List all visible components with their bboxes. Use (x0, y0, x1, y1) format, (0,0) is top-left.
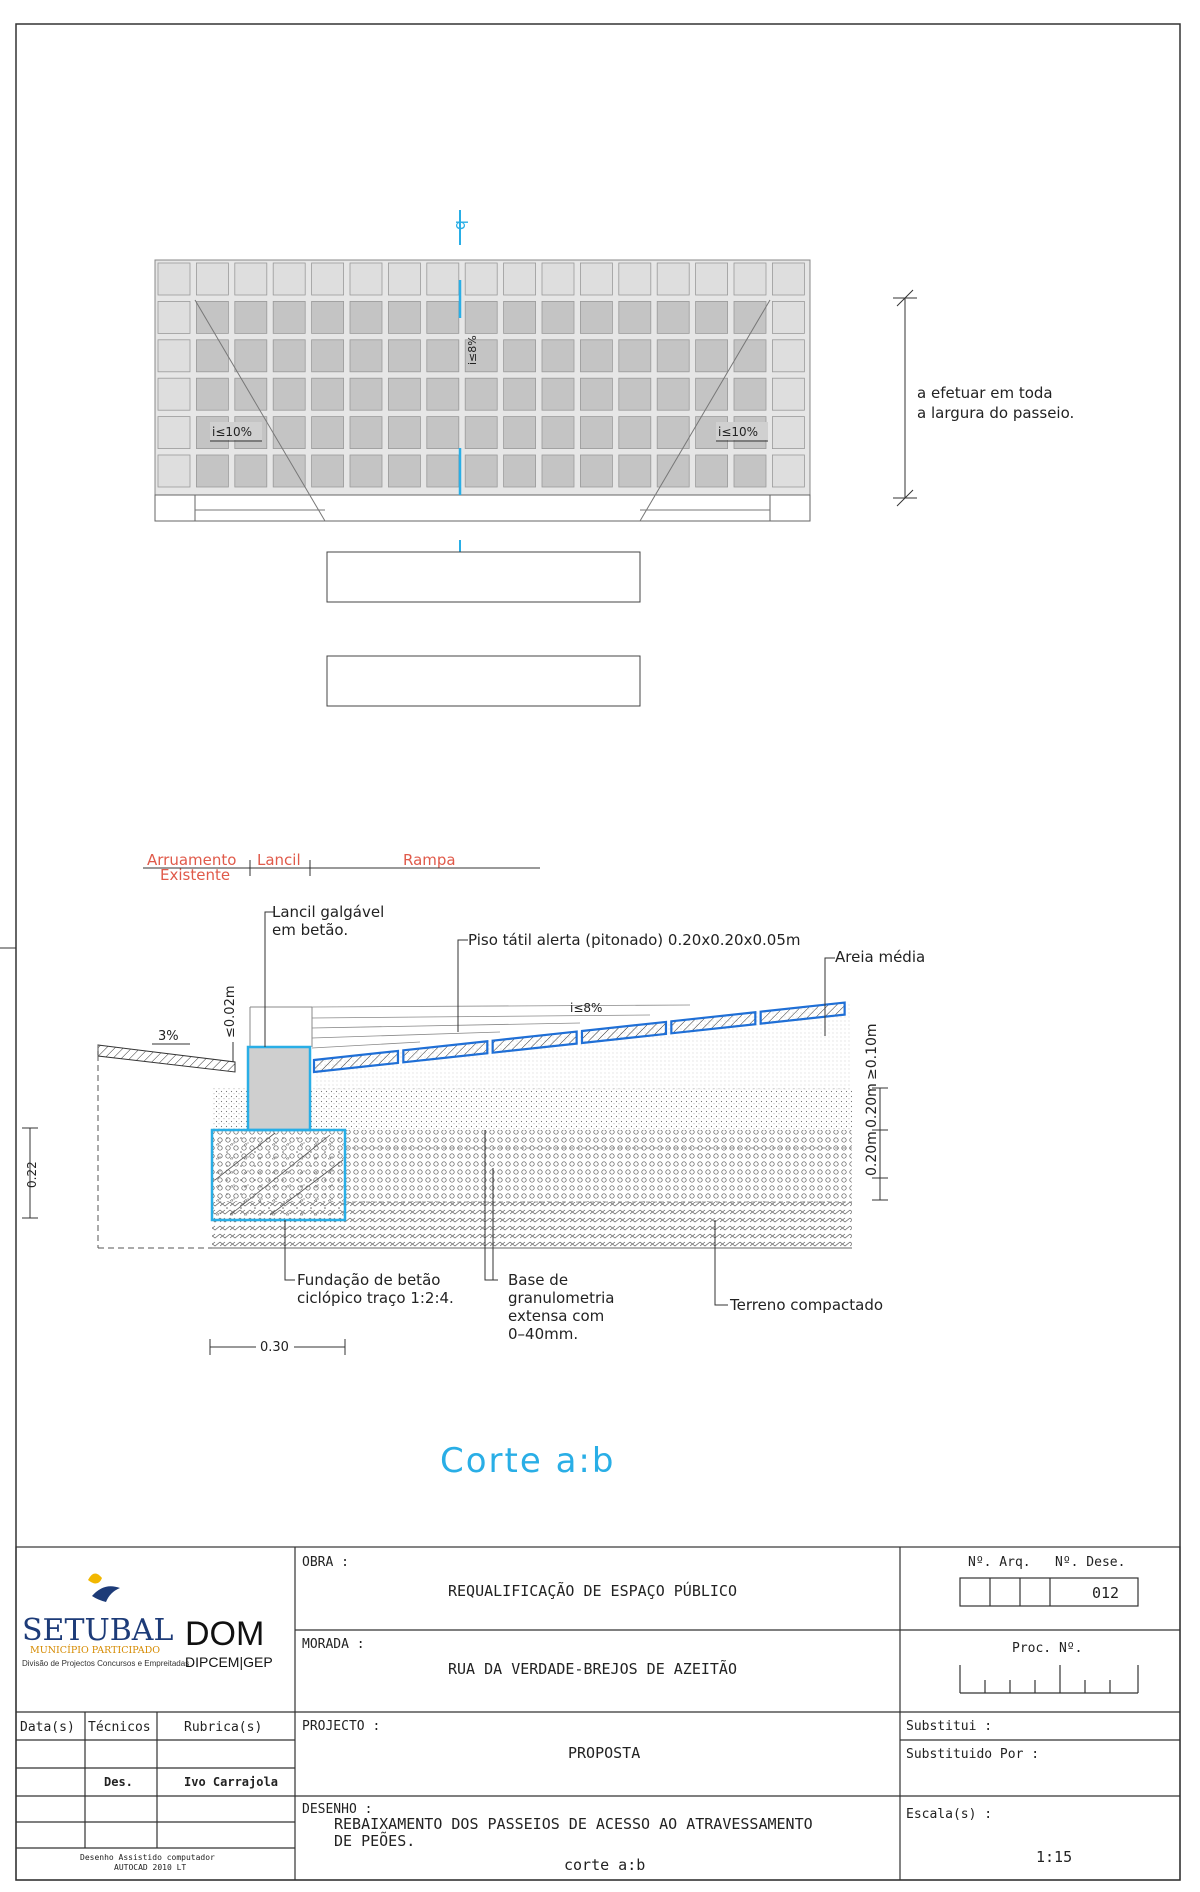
plan-tile (504, 455, 536, 487)
plan-tile (619, 378, 651, 410)
narq-label: Nº. Arq. (968, 1555, 1031, 1570)
road-surface (98, 1045, 235, 1072)
ndese-label: Nº. Dese. (1055, 1555, 1126, 1570)
plan-tile (312, 263, 344, 295)
plan-tile (696, 301, 728, 333)
plan-tile (542, 455, 574, 487)
plan-tile (427, 378, 459, 410)
plan-tile (465, 378, 497, 410)
plan-curb-strip (155, 495, 810, 521)
plan-tile (196, 455, 228, 487)
plan-tile (734, 263, 766, 295)
plan-tile (350, 417, 382, 449)
logo-name: SETUBAL (22, 1613, 174, 1648)
plan-tile (273, 340, 305, 372)
plan-tile (312, 340, 344, 372)
plan-tile (772, 417, 804, 449)
areia-label: Areia média (835, 948, 926, 966)
plan-tile (696, 263, 728, 295)
tecnicos-label: Técnicos (88, 1720, 151, 1735)
plan-tile (542, 340, 574, 372)
plan-slope-center: i≤8% (466, 335, 479, 365)
plan-tile (465, 455, 497, 487)
plan-tile (388, 340, 420, 372)
piso-label: Piso tátil alerta (pitonado) 0.20x0.20x0.05m (468, 931, 801, 949)
plan-tile (619, 263, 651, 295)
plan-tile (580, 301, 612, 333)
plan-tile (504, 340, 536, 372)
plan-tile (580, 417, 612, 449)
obra-value: REQUALIFICAÇÃO DE ESPAÇO PÚBLICO (448, 1582, 737, 1600)
plan-tile (619, 301, 651, 333)
plan-tile (504, 417, 536, 449)
plan-tile (273, 301, 305, 333)
terreno-label: Terreno compactado (730, 1296, 884, 1314)
base-label-1: Base de (508, 1271, 569, 1289)
plan-tile (427, 301, 459, 333)
plan-tile (158, 301, 190, 333)
plan-tile (542, 378, 574, 410)
plan-tile (657, 378, 689, 410)
plan-tile (158, 263, 190, 295)
plan-tile (542, 417, 574, 449)
morada-label: MORADA : (302, 1637, 365, 1652)
rubrica-label: Rubrica(s) (184, 1720, 263, 1735)
plan-tile (312, 301, 344, 333)
plan-tile (542, 263, 574, 295)
fundacao-label-2: ciclópico traço 1:2:4. (297, 1289, 454, 1307)
plan-tile (388, 301, 420, 333)
plan-tile (273, 263, 305, 295)
plan-slope-left: i≤10% (212, 425, 253, 439)
plan-tile (734, 378, 766, 410)
desenho-value-3: corte a:b (564, 1856, 646, 1874)
plan-view (155, 210, 1074, 706)
base-label-2: granulometria (508, 1289, 615, 1307)
plan-tile (312, 378, 344, 410)
dim-022: 0.22 (25, 1161, 39, 1188)
logo (22, 1573, 273, 1670)
plan-tile (235, 340, 267, 372)
substituido-label: Substituido Por : (906, 1747, 1040, 1762)
logo-sub: MUNICÍPIO PARTICIPADO (30, 1645, 161, 1656)
plan-tile (388, 417, 420, 449)
plan-tile (734, 301, 766, 333)
projecto-label: PROJECTO : (302, 1719, 381, 1734)
plan-tile (772, 301, 804, 333)
header-arruamento-2: Existente (160, 866, 231, 884)
plan-tile (619, 417, 651, 449)
plan-block-1 (327, 552, 640, 602)
plan-tile (580, 340, 612, 372)
gap-label: ≤0.02m (223, 985, 238, 1038)
desenho-value-1: REBAIXAMENTO DOS PASSEIOS DE ACESSO AO ATRAVESSAMENTO (334, 1815, 813, 1833)
plan-tile (657, 340, 689, 372)
desenho-value-2: DE PEÕES. (334, 1832, 416, 1850)
road-slope-label: 3% (158, 1029, 179, 1044)
plan-tile (657, 263, 689, 295)
escala-value: 1:15 (1036, 1848, 1073, 1866)
dim-010: ≥0.10m (864, 1023, 880, 1080)
des-label: Des. (104, 1775, 133, 1789)
plan-tile (350, 378, 382, 410)
plan-tile (235, 263, 267, 295)
plan-tile (465, 417, 497, 449)
cad-line2: AUTOCAD 2010 LT (114, 1863, 187, 1872)
plan-tile (696, 455, 728, 487)
plan-tile (734, 455, 766, 487)
plan-tile (158, 340, 190, 372)
plan-tile (427, 340, 459, 372)
plan-tile (427, 455, 459, 487)
section-title: Corte a:b (440, 1441, 616, 1481)
plan-tile (427, 417, 459, 449)
dim-030: 0.30 (260, 1340, 289, 1355)
logo-bird-icon (92, 1586, 120, 1602)
dom-label: DOM (185, 1615, 265, 1653)
plan-slope-right: i≤10% (718, 425, 759, 439)
plan-tile (273, 378, 305, 410)
desenho-label: DESENHO : (302, 1802, 373, 1817)
plan-tile (696, 378, 728, 410)
plan-tile (542, 301, 574, 333)
ndese-value: 012 (1092, 1584, 1120, 1602)
section-mark-top: b (452, 220, 471, 231)
plan-tile (619, 340, 651, 372)
ramp-slope-label: i≤8% (570, 1001, 603, 1015)
plan-tile (388, 378, 420, 410)
foundation (212, 1130, 345, 1220)
plan-tile (580, 378, 612, 410)
plan-tile (235, 301, 267, 333)
dim-020a: 0.20m (864, 1083, 880, 1128)
projecto-value: PROPOSTA (568, 1744, 641, 1762)
dipcem-label: DIPCEM|GEP (185, 1654, 273, 1670)
fundacao-label-1: Fundação de betão (297, 1271, 441, 1289)
plan-tile (657, 417, 689, 449)
plan-tile (504, 263, 536, 295)
logo-flame-icon (88, 1573, 102, 1583)
plan-tile (772, 455, 804, 487)
plan-tile (350, 455, 382, 487)
plan-tile (388, 455, 420, 487)
plan-tile (696, 340, 728, 372)
escala-label: Escala(s) : (906, 1807, 993, 1822)
lancil-label-1: Lancil galgável (272, 903, 385, 921)
plan-tile (657, 455, 689, 487)
plan-tile (235, 455, 267, 487)
plan-note-line2: a largura do passeio. (917, 404, 1075, 422)
obra-label: OBRA : (302, 1555, 349, 1570)
plan-tile (350, 340, 382, 372)
plan-tile (273, 417, 305, 449)
plan-block-2 (327, 656, 640, 706)
plan-tile (772, 378, 804, 410)
plan-note-line1: a efetuar em toda (917, 384, 1053, 402)
proc-label: Proc. Nº. (1012, 1641, 1083, 1656)
header-lancil: Lancil (257, 851, 301, 869)
plan-tile (196, 263, 228, 295)
plan-tile (158, 417, 190, 449)
substitui-label: Substitui : (906, 1719, 993, 1734)
curb-lancil (248, 1047, 310, 1130)
plan-tile (504, 378, 536, 410)
data-label: Data(s) (20, 1720, 75, 1735)
plan-tile (388, 263, 420, 295)
lancil-label-2: em betão. (272, 921, 349, 939)
plan-tile (196, 340, 228, 372)
plan-tile (350, 301, 382, 333)
plan-tile (312, 417, 344, 449)
base-label-4: 0–40mm. (508, 1325, 579, 1343)
header-arruamento-1: Arruamento (147, 851, 237, 869)
logo-division: Divisão de Projectos Concursos e Empreitadas (22, 1659, 190, 1668)
plan-tile (196, 378, 228, 410)
plan-tile (619, 455, 651, 487)
base-label-3: extensa com (508, 1307, 605, 1325)
plan-tile (427, 263, 459, 295)
dim-020b: 0.20m (864, 1131, 880, 1176)
plan-tile (772, 340, 804, 372)
plan-tile (350, 263, 382, 295)
plan-tile (465, 263, 497, 295)
plan-tile (158, 455, 190, 487)
plan-tile (504, 301, 536, 333)
header-rampa: Rampa (403, 851, 456, 869)
plan-tile (734, 340, 766, 372)
section-view (0, 851, 925, 1481)
plan-tile (312, 455, 344, 487)
plan-tile (580, 455, 612, 487)
des-name: Ivo Carrajola (184, 1775, 278, 1789)
morada-value: RUA DA VERDADE-BREJOS DE AZEITÃO (448, 1660, 737, 1678)
cad-line1: Desenho Assistido computador (80, 1853, 215, 1862)
plan-tile (772, 263, 804, 295)
plan-tile (580, 263, 612, 295)
plan-tile (158, 378, 190, 410)
plan-tile (657, 301, 689, 333)
plan-tile (465, 301, 497, 333)
